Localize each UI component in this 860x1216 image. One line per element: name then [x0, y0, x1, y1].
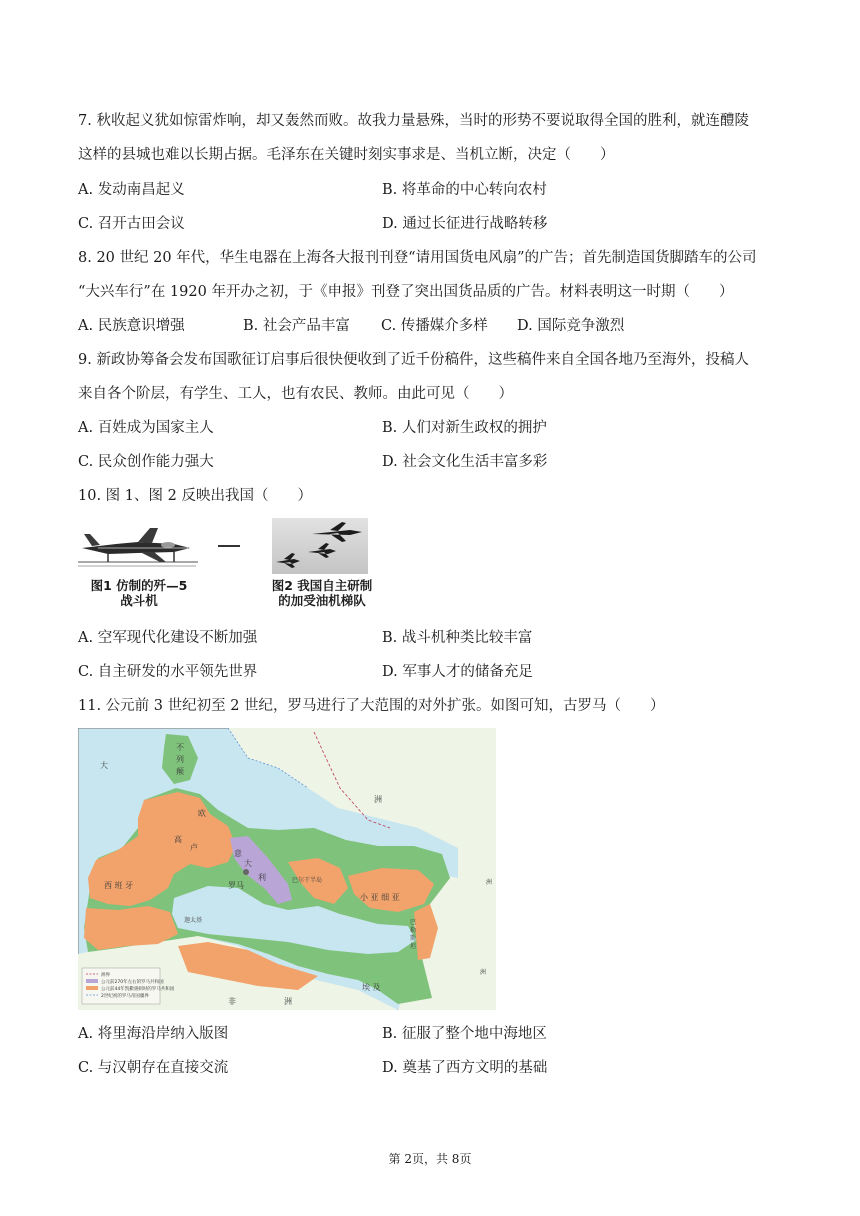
q9-option-a[interactable]: A. 百姓成为国家主人 — [78, 420, 214, 436]
map-label-xibanya: 西 班 牙 — [104, 881, 134, 890]
map-label-luoma: 罗马 — [228, 881, 244, 890]
map-label-britain-2: 列 — [176, 755, 184, 764]
q7-stem-line1: 7. 秋收起义犹如惊雷炸响，却又轰然而败。故我力量悬殊，当时的形势不要说取得全国的胜利，就连醴陵 — [78, 113, 749, 129]
q7-option-d[interactable]: D. 通过长征进行战略转移 — [382, 216, 548, 232]
map-label-da: 大 — [100, 761, 108, 770]
q9-option-c[interactable]: C. 民众创作能力强大 — [78, 454, 214, 470]
figure2-refueling-formation-image — [272, 518, 368, 574]
figure1-caption-line1: 图1 仿制的歼—5 — [90, 578, 188, 593]
q7-option-c[interactable]: C. 召开古田会议 — [78, 216, 185, 232]
map-label-bale-2: 勒 — [410, 927, 417, 934]
map-label-bale-4: 坦 — [410, 943, 417, 950]
q10-option-d[interactable]: D. 军事人才的储备充足 — [382, 664, 533, 680]
map-label-zhou-top: 洲 — [374, 795, 382, 804]
map-label-gaolu-2: 卢 — [190, 843, 198, 852]
q7-stem-line2: 这样的县城也难以长期占据。毛泽东在关键时刻实事求是、当机立断，决定（ ） — [78, 147, 615, 163]
map-label-britain-3: 颠 — [176, 767, 184, 776]
q8-option-b[interactable]: B. 社会产品丰富 — [243, 318, 350, 334]
figure2-caption-line2: 的加受油机梯队 — [278, 593, 366, 608]
q9-option-d[interactable]: D. 社会文化生活丰富多彩 — [382, 454, 548, 470]
q10-option-a[interactable]: A. 空军现代化建设不断加强 — [78, 630, 258, 646]
q8-stem-line2: “大兴车行”在 1920 年开办之初，于《申报》刊登了突出国货品质的广告。材料表明这一时期（ ） — [78, 284, 734, 300]
q10-option-b[interactable]: B. 战斗机种类比较丰富 — [382, 630, 533, 646]
q9-option-b[interactable]: B. 人们对新生政权的拥护 — [382, 420, 547, 436]
figure1-fighter-jet-image — [78, 522, 198, 572]
q7-option-b[interactable]: B. 将革命的中心转向农村 — [382, 182, 547, 198]
q9-stem-line1: 9. 新政协筹备会发布国歌征订启事后很快便收到了近千份稿件，这些稿件来自全国各地乃至海外，投稿人 — [78, 352, 749, 368]
q11-option-d[interactable]: D. 奠基了西方文明的基础 — [382, 1060, 548, 1076]
map-label-jiataiji: 迦太基 — [184, 917, 203, 924]
map-label-yi: 意 — [234, 849, 242, 858]
legend-item-4: 2世纪初的罗马帝国疆界 — [101, 994, 149, 999]
map-label-da2: 大 — [244, 859, 252, 868]
map-label-gaolu-1: 高 — [174, 835, 182, 844]
figure1-caption-line2: 战斗机 — [120, 593, 158, 608]
map-label-li: 利 — [258, 873, 266, 882]
q10-option-c[interactable]: C. 自主研发的水平领先世界 — [78, 664, 258, 680]
map-label-feizhou-1: 非 — [228, 997, 236, 1006]
legend-item-2: 公元前270年左右的罗马共和国 — [101, 980, 164, 985]
q8-option-d[interactable]: D. 国际竞争激烈 — [517, 318, 625, 334]
q11-option-a[interactable]: A. 将里海沿岸纳入版图 — [78, 1026, 229, 1042]
figure1-caption — [74, 578, 204, 608]
map-label-balkan: 巴尔干半岛 — [292, 877, 323, 884]
page-footer: 第 2页，共 8页 — [388, 1152, 472, 1166]
q11-option-b[interactable]: B. 征服了整个地中海地区 — [382, 1026, 547, 1042]
q8-option-a[interactable]: A. 民族意识增强 — [78, 318, 185, 334]
q11-stem: 11. 公元前 3 世纪初至 2 世纪，罗马进行了大范围的对外扩张。如图可知，古罗马（ ） — [78, 698, 665, 714]
roman-expansion-map — [78, 728, 496, 1010]
map-label-xiaoyaxiya: 小 亚 细 亚 — [360, 893, 400, 902]
q8-stem-line1: 8. 20 世纪 20 年代，华生电器在上海各大报刊刊登“请用国货电风扇”的广告；首先制造国货脚踏车的公司 — [78, 250, 757, 266]
map-label-ou: 欧 — [198, 809, 206, 818]
map-label-aiji: 埃 及 — [362, 983, 381, 992]
legend-item-3: 公元前44年凯撒遇刺时的罗马共和国 — [101, 987, 175, 992]
map-label-yazhou: 洲 — [486, 879, 493, 886]
legend-item-1: 洲界 — [101, 973, 110, 978]
map-label-zhou-right: 洲 — [480, 969, 487, 976]
map-label-bale-1: 巴 — [410, 919, 417, 926]
q10-stem: 10. 图 1、图 2 反映出我国（ ） — [78, 488, 312, 504]
figure2-caption-line1: 图2 我国自主研制 — [271, 578, 373, 593]
map-label-britain-1: 不 — [176, 743, 184, 752]
figure2-caption — [252, 578, 392, 608]
figure-separator-dash — [218, 545, 240, 547]
q11-option-c[interactable]: C. 与汉朝存在直接交流 — [78, 1060, 229, 1076]
q9-stem-line2: 来自各个阶层，有学生、工人，也有农民、教师。由此可见（ ） — [78, 386, 513, 402]
map-label-bale-3: 斯 — [410, 935, 417, 942]
q8-option-c[interactable]: C. 传播媒介多样 — [381, 318, 488, 334]
q7-option-a[interactable]: A. 发动南昌起义 — [78, 182, 185, 198]
map-label-feizhou-2: 洲 — [284, 997, 292, 1006]
